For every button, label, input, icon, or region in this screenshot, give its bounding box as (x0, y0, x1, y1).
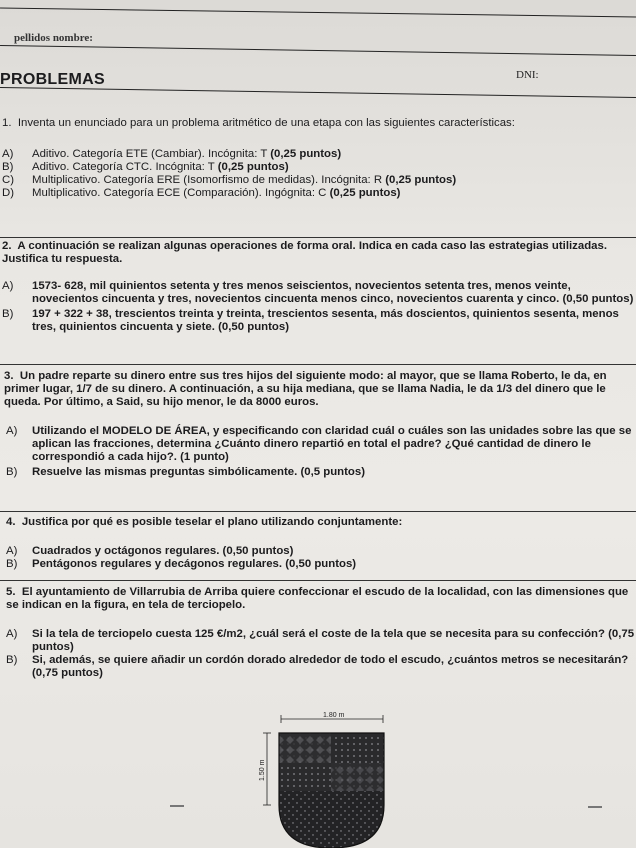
header-line (0, 45, 636, 56)
problem-4-statement: 4. Justifica por qué es posible teselar el plano utilizando conjuntamente: (6, 516, 403, 528)
problem-2-item-b: B) 197 + 322 + 38, trescientos treinta y treinta, trescientos sesenta, más doscientos, quinientos sesenta, menos tres, quinientos cincuenta y siete. (0,50 puntos) (2, 308, 619, 333)
problem-4-item-a: A) Cuadrados y octágonos regulares. (0,50 puntos) (6, 545, 294, 557)
problem-5-statement: 5. El ayuntamiento de Villarrubia de Arriba quiere confeccionar el escudo de la localidad, con las dimensiones que se indican en la figura, en tela de terciopelo. (6, 586, 629, 611)
problem-1-statement: 1. Inventa un enunciado para un problema aritmético de una etapa con las siguientes características: (2, 117, 515, 129)
problem-5-item-a: A) Si la tela de terciopelo cuesta 125 €/m2, ¿cuál será el coste de la tela que se necesita para su confección? (0,75 puntos) (6, 628, 635, 653)
problem-1-item-d: D) Multiplicativo. Categoría ECE (Comparación). Ingógnita: C (0,25 puntos) (2, 187, 401, 199)
paper-mark (170, 805, 184, 807)
section-divider (0, 364, 636, 365)
page-title: PROBLEMAS (0, 71, 105, 88)
problem-4-item-b: B) Pentágonos regulares y decágonos regulares. (0,50 puntos) (6, 558, 357, 570)
problem-1 (0, 117, 636, 200)
name-field-label: pellidos nombre: (14, 32, 93, 44)
problem-2 (0, 240, 636, 334)
dni-field-label: DNI: (516, 69, 539, 81)
problem-2-statement: 2. A continuación se realizan algunas operaciones de forma oral. Indica en cada caso las estrategias utilizadas. Justifica tu respuesta. (2, 240, 607, 265)
problem-3-statement: 3. Un padre reparte su dinero entre sus tres hijos del siguiente modo: al mayor, que se llama Roberto, le da, en primer lugar, 1/7 de su dinero. A continuación, a su hija mediana, que se llama Nadia, le da 1/3 del dinero que le queda. Por último, a Said, su hijo menor, le da 8000 euros. (4, 370, 607, 408)
paper-mark (588, 806, 602, 808)
problem-2-item-a: A) 1573- 628, mil quinientos setenta y tres menos seiscientos, novecientos setenta tres, menos veinte, novecientos cincuenta y tres, novecientos cincuenta menos cinco, novecientos cuarenta y cinco. (0,50 puntos) (2, 280, 634, 305)
shield-diagram (255, 705, 405, 848)
problem-1-item-b: B) Aditivo. Categoría CTC. Incógnita: T (0,25 puntos) (2, 161, 289, 173)
problem-5-item-b: B) Si, además, se quiere añadir un cordón dorado alrededor de todo el escudo, ¿cuántos metros se necesitarán? (0,75 puntos) (6, 654, 629, 679)
section-divider (0, 511, 636, 512)
section-divider (0, 237, 636, 238)
problem-3-item-a: A) Utilizando el MODELO DE ÁREA, y especificando con claridad cuál o cuáles son las unidades sobre las que se aplican las fracciones, determina ¿Cuánto dinero repartió en total el padre? ¿Qué cantidad de dinero le correspondió a cada hijo?. (1 punto) (6, 425, 632, 463)
height-dimension-label: 1.50 m (259, 759, 266, 781)
problem-5 (0, 586, 636, 680)
header-line (0, 8, 636, 18)
problem-1-item-c: C) Multiplicativo. Categoría ERE (Isomorfismo de medidas). Incógnita: R (0,25 puntos) (2, 174, 457, 186)
section-divider (0, 580, 636, 581)
width-dimension-label: 1.80 m (323, 712, 345, 719)
problem-1-item-a: A) Aditivo. Categoría ETE (Cambiar). Incógnita: T (0,25 puntos) (2, 148, 342, 160)
problem-3 (0, 370, 636, 479)
coat-of-arms-figure (255, 705, 405, 848)
problem-3-item-b: B) Resuelve las mismas preguntas simbólicamente. (0,5 puntos) (6, 466, 365, 478)
problem-4 (0, 516, 636, 571)
